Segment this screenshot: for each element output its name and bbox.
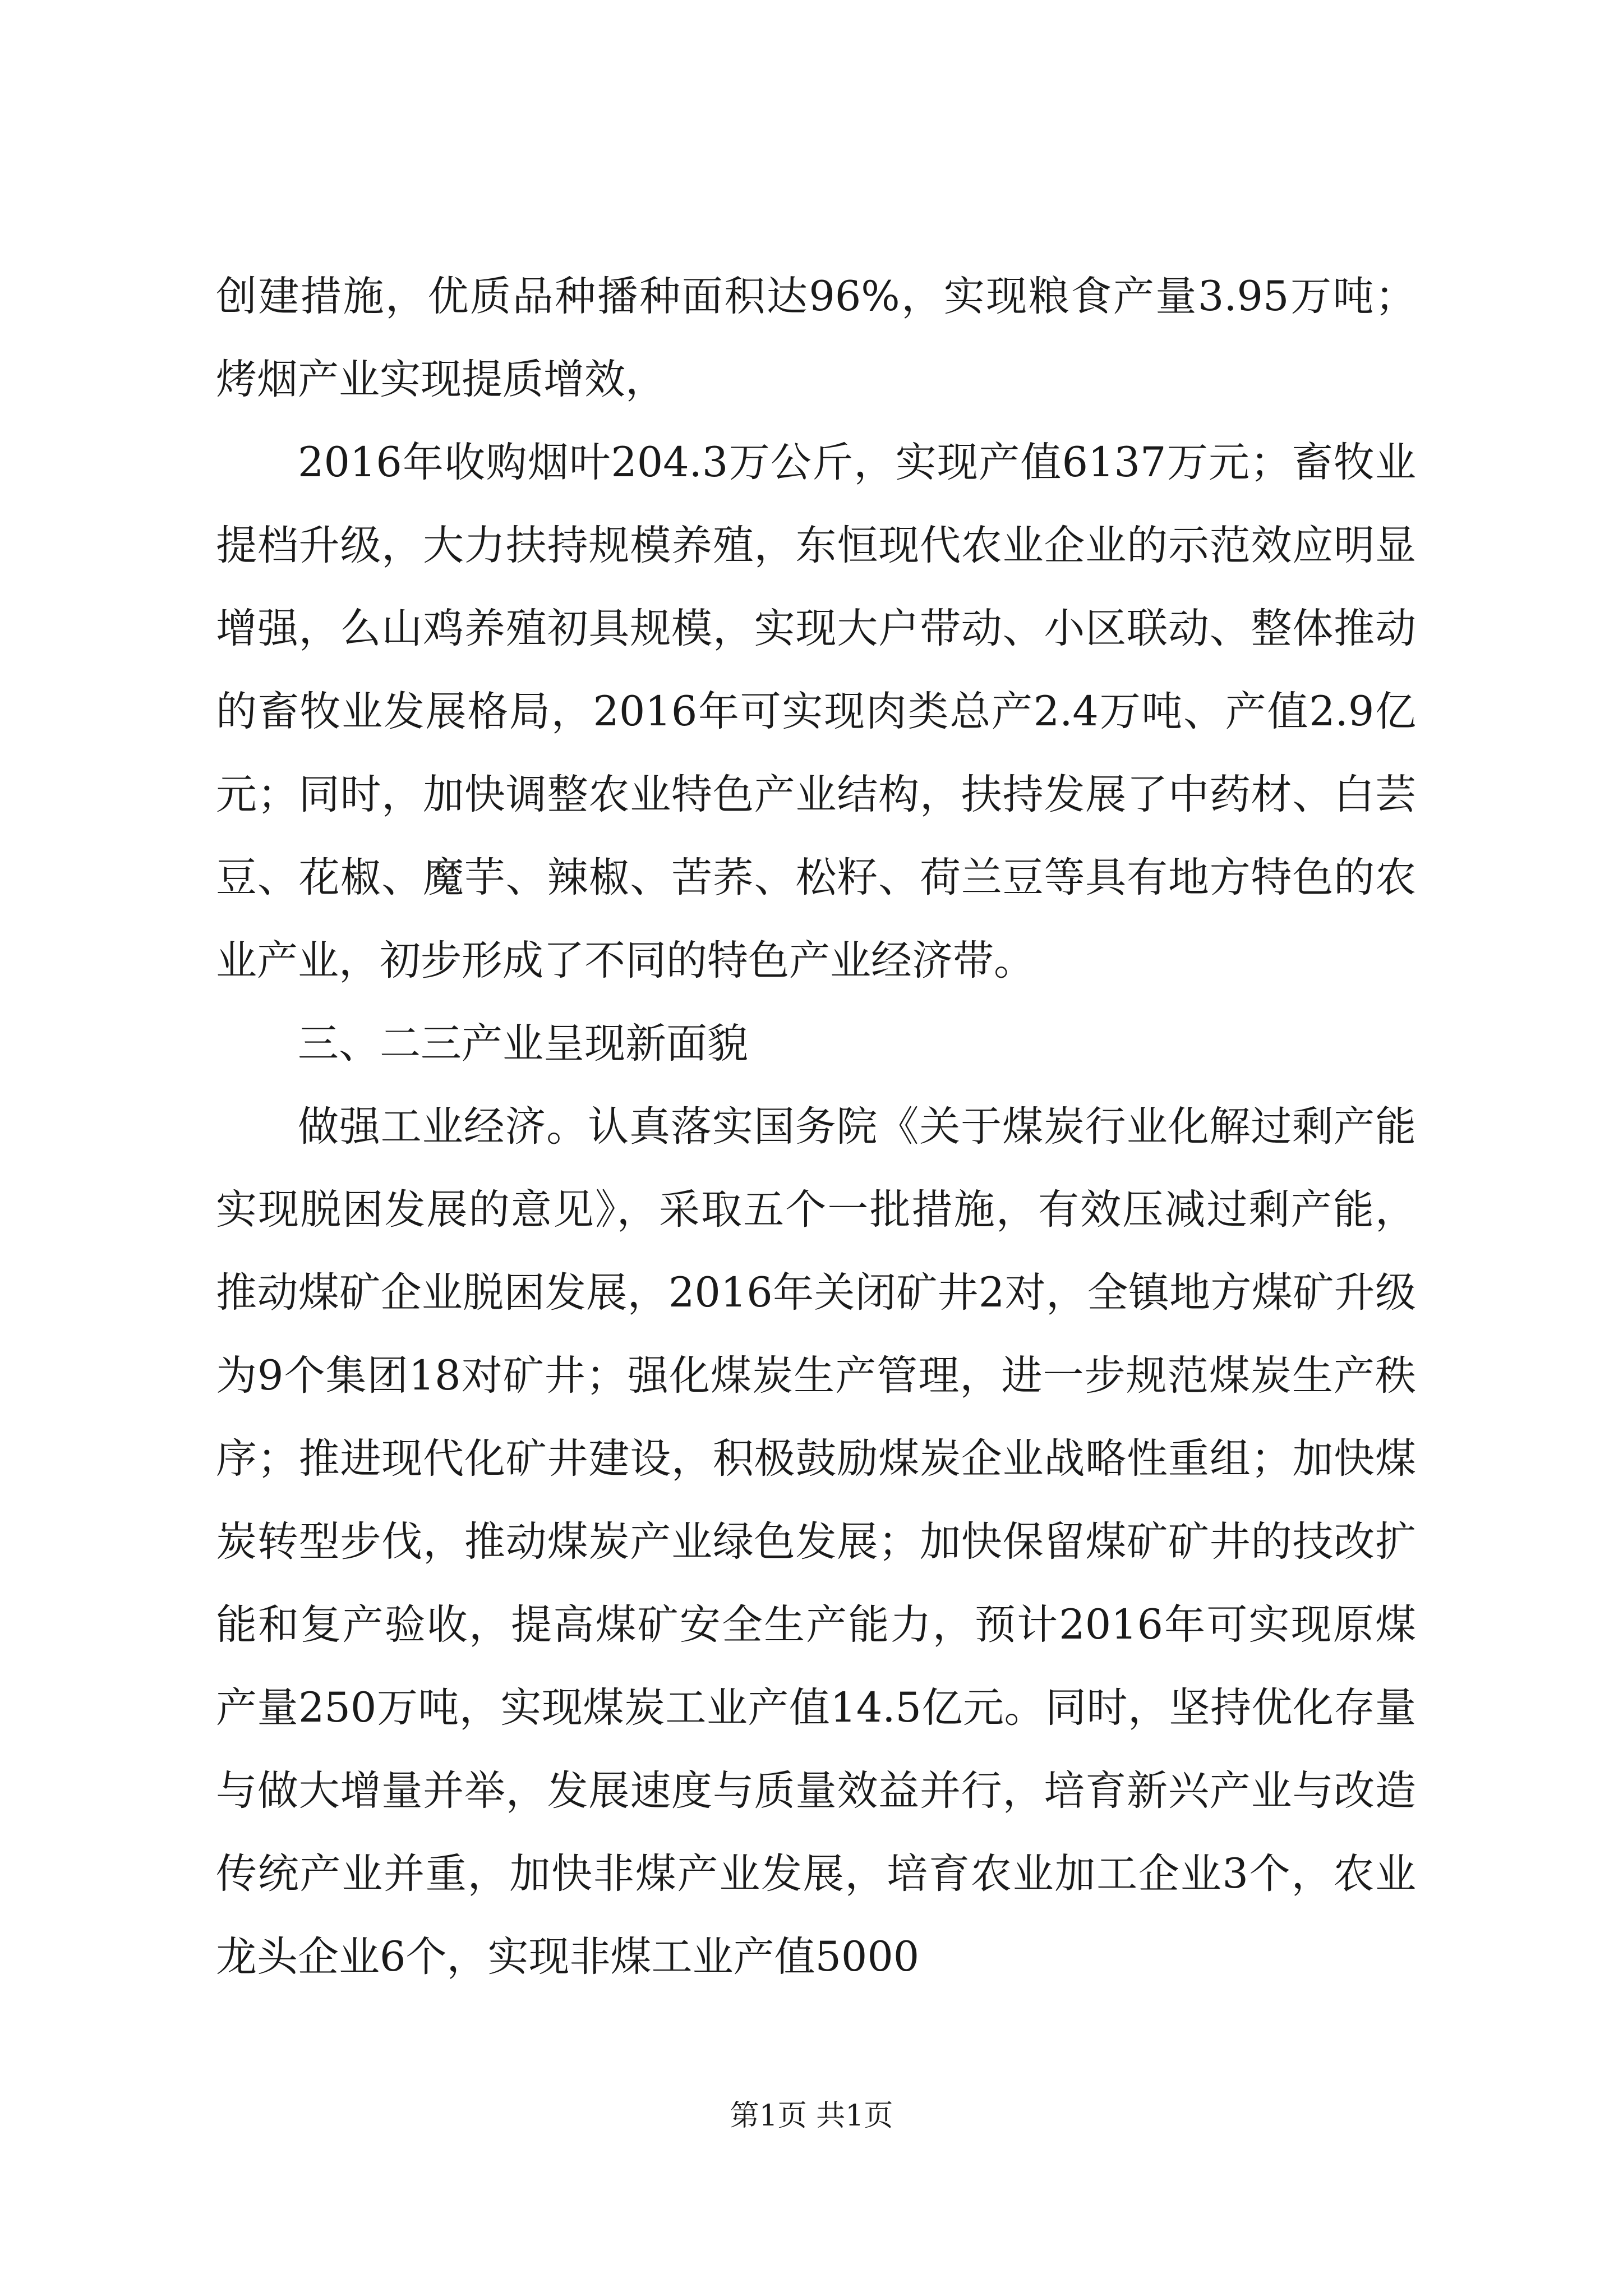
paragraph-tobacco-livestock: 2016年收购烟叶204.3万公斤，实现产值6137万元；畜牧业提档升级，大力扶持规模养殖，东恒现代农业企业的示范效应明显增强，么山鸡养殖初具规模，实现大户带动、小区联动、整体推动的畜牧业发展格局，2016年可实现肉类总产2.4万吨、产值2.9亿元；同时，加快调整农业特色产业结构，扶持发展了中药材、白芸豆、花椒、魔芋、辣椒、苦荞、松籽、荷兰豆等具有地方特色的农业产业，初步形成了不同的特色产业经济带。: [216, 439, 1416, 984]
paragraph-grain-output: 创建措施，优质品种播种面积达96%，实现粮食产量3.95万吨；烤烟产业实现提质增效，: [216, 273, 1416, 403]
page-footer: 第1页 共1页: [730, 2099, 893, 2133]
document-body: [216, 255, 1416, 1999]
paragraph-industrial-economy: 做强工业经济。认真落实国务院《关于煤炭行业化解过剩产能实现脱困发展的意见》，采取五个一批措施，有效压减过剩产能，推动煤矿企业脱困发展，2016年关闭矿井2对，全镇地方煤矿升级为9个集团18对矿井；强化煤炭生产管理，进一步规范煤炭生产秩序；推进现代化矿井建设，积极鼓励煤炭企业战略性重组；加快煤炭转型步伐，推动煤炭产业绿色发展；加快保留煤矿矿井的技改扩能和复产验收，提高煤矿安全生产能力，预计2016年可实现原煤产量250万吨，实现煤炭工业产值14.5亿元。同时，坚持优化存量与做大增量并举，发展速度与质量效益并行，培育新兴产业与改造传统产业并重，加快非煤产业发展，培育农业加工企业3个，农业龙头企业6个，实现非煤工业产值5000: [216, 1103, 1416, 1981]
section-heading-secondary-tertiary: 三、二三产业呈现新面貌: [298, 1020, 748, 1068]
